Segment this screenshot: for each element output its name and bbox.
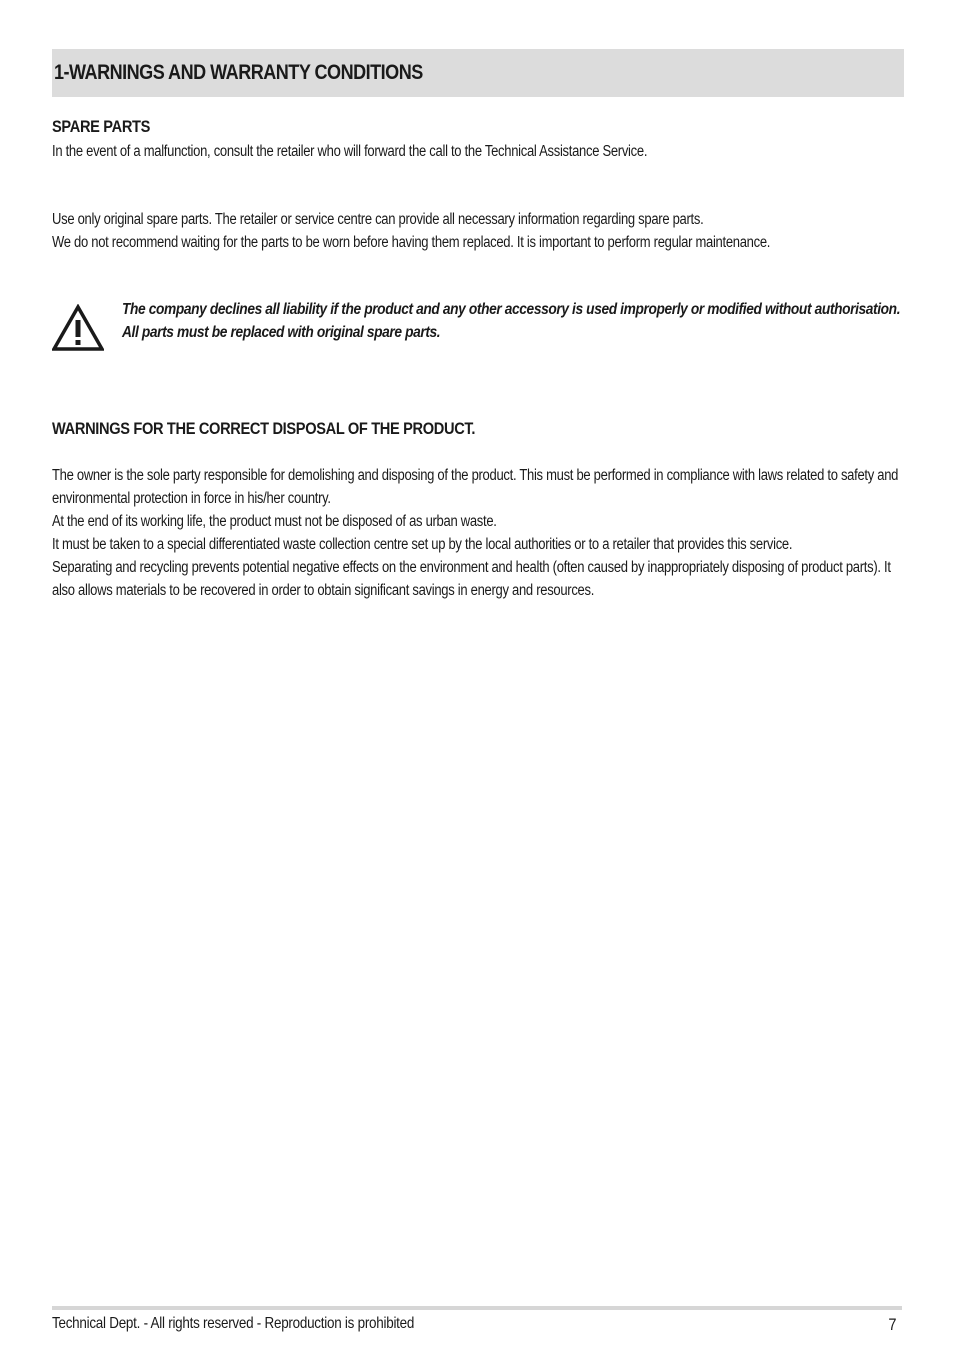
section-title-band — [52, 49, 904, 97]
footer-divider — [52, 1306, 902, 1310]
page-content — [52, 49, 904, 599]
footer-text: Technical Dept. - All rights reserved - Reproduction is prohibited — [52, 1315, 415, 1332]
disposal-paragraph: Separating and recycling prevents potential negative effects on the environment and health (often caused by inappropriately disposing of product parts). It also allows materials to be recovered in order to obtain significant savings in energy and resources. — [52, 559, 891, 599]
spare-parts-heading: SPARE PARTS — [52, 117, 151, 136]
spare-parts-text: We do not recommend waiting for the parts to be worn before having them replaced. It is important to perform regular maintenance. — [52, 234, 771, 251]
spare-parts-text: In the event of a malfunction, consult the retailer who will forward the call to the Technical Assistance Service. — [52, 143, 648, 160]
page-title: 1-WARNINGS AND WARRANTY CONDITIONS — [54, 61, 423, 84]
spare-parts-paragraph-1 — [52, 140, 904, 163]
spare-parts-text: Use only original spare parts. The retailer or service centre can provide all necessary information regarding spare parts. — [52, 211, 704, 228]
warning-line: The company declines all liability if the product and any other accessory is used improperly or modified without authorisation. — [122, 301, 901, 318]
warning-triangle-icon — [52, 304, 104, 352]
warning-text — [122, 298, 905, 344]
disposal-body — [52, 464, 904, 602]
warning-line: All parts must be replaced with original spare parts. — [122, 324, 441, 341]
page-number: 7 — [887, 1315, 896, 1334]
spare-parts-paragraph-2 — [52, 208, 904, 254]
disposal-paragraph: It must be taken to a special differentiated waste collection centre set up by the local authorities or to a retailer that provides this service. — [52, 536, 793, 553]
disposal-paragraph: The owner is the sole party responsible for demolishing and disposing of the product. This must be performed in compliance with laws related to safety and environmental protection in force in his/her country. — [52, 467, 899, 507]
disposal-paragraph: At the end of its working life, the product must not be disposed of as urban waste. — [52, 513, 497, 530]
disposal-heading: WARNINGS FOR THE CORRECT DISPOSAL OF THE PRODUCT. — [52, 419, 476, 438]
